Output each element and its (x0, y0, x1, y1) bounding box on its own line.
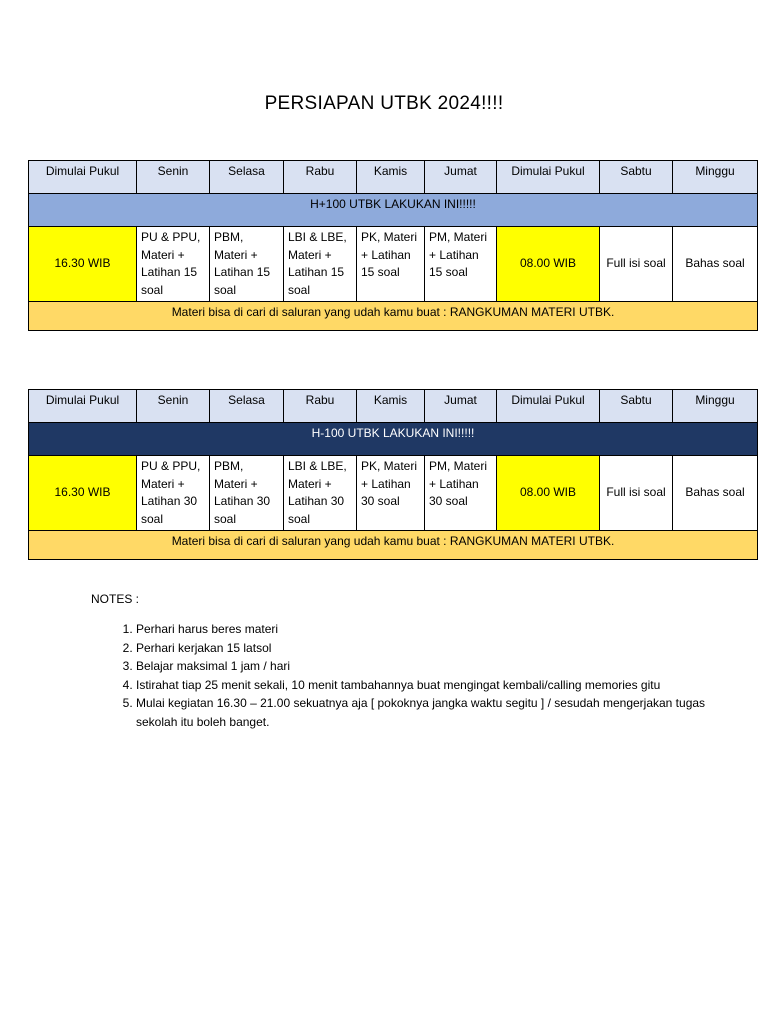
cell-rabu: LBI & LBE, Materi + Latihan 30 soal (284, 456, 357, 531)
cell-selasa: PBM, Materi + Latihan 30 soal (210, 456, 284, 531)
footer-row (29, 531, 758, 560)
cell-minggu: Bahas soal (673, 456, 758, 531)
cell-jumat: PM, Materi + Latihan 15 soal (425, 227, 497, 302)
notes-list (100, 620, 716, 731)
cell-sabtu: Full isi soal (600, 456, 673, 531)
note-item: 2. Perhari kerjakan 15 latsol (136, 639, 716, 658)
cell-selasa: PBM, Materi + Latihan 15 soal (210, 227, 284, 302)
cell-senin: PU & PPU, Materi + Latihan 30 soal (137, 456, 210, 531)
notes-label: NOTES : (91, 592, 140, 606)
page-title: PERSIAPAN UTBK 2024!!!! (264, 93, 504, 114)
header-jumat: Jumat (425, 390, 497, 423)
start-time-weekend: 08.00 WIB (497, 456, 600, 531)
header-sabtu: Sabtu (600, 161, 673, 194)
header-start-weekday: Dimulai Pukul (29, 390, 137, 423)
footer-note: Materi bisa di cari di saluran yang udah kamu buat : RANGKUMAN MATERI UTBK. (29, 531, 758, 560)
schedule-row (29, 456, 758, 531)
note-item: 3. Belajar maksimal 1 jam / hari (136, 657, 716, 676)
schedule-table-h-minus-100 (28, 389, 758, 560)
note-item: 5. Mulai kegiatan 16.30 – 21.00 sekuatnya aja [ pokoknya jangka waktu segitu ] / sesudah mengerjakan tugas sekolah itu boleh banget. (136, 694, 716, 731)
header-row (29, 390, 758, 423)
band-row (29, 194, 758, 227)
cell-kamis: PK, Materi + Latihan 30 soal (357, 456, 425, 531)
cell-rabu: LBI & LBE, Materi + Latihan 15 soal (284, 227, 357, 302)
schedule-table-h-plus-100 (28, 160, 758, 331)
start-time-weekday: 16.30 WIB (29, 456, 137, 531)
band-label: H+100 UTBK LAKUKAN INI!!!!! (29, 194, 758, 227)
header-start-weekend: Dimulai Pukul (497, 390, 600, 423)
header-jumat: Jumat (425, 161, 497, 194)
header-senin: Senin (137, 390, 210, 423)
band-row (29, 423, 758, 456)
start-time-weekday: 16.30 WIB (29, 227, 137, 302)
note-item: 1. Perhari harus beres materi (136, 620, 716, 639)
header-minggu: Minggu (673, 161, 758, 194)
header-start-weekend: Dimulai Pukul (497, 161, 600, 194)
header-selasa: Selasa (210, 390, 284, 423)
cell-sabtu: Full isi soal (600, 227, 673, 302)
header-sabtu: Sabtu (600, 390, 673, 423)
note-item: 4. Istirahat tiap 25 menit sekali, 10 menit tambahannya buat mengingat kembali/calling memories gitu (136, 676, 716, 695)
band-label: H-100 UTBK LAKUKAN INI!!!!! (29, 423, 758, 456)
header-minggu: Minggu (673, 390, 758, 423)
cell-jumat: PM, Materi + Latihan 30 soal (425, 456, 497, 531)
footer-note: Materi bisa di cari di saluran yang udah kamu buat : RANGKUMAN MATERI UTBK. (29, 302, 758, 331)
header-senin: Senin (137, 161, 210, 194)
cell-kamis: PK, Materi + Latihan 15 soal (357, 227, 425, 302)
header-kamis: Kamis (357, 161, 425, 194)
schedule-row (29, 227, 758, 302)
header-row (29, 161, 758, 194)
footer-row (29, 302, 758, 331)
header-selasa: Selasa (210, 161, 284, 194)
cell-senin: PU & PPU, Materi + Latihan 15 soal (137, 227, 210, 302)
header-start-weekday: Dimulai Pukul (29, 161, 137, 194)
header-kamis: Kamis (357, 390, 425, 423)
header-rabu: Rabu (284, 161, 357, 194)
cell-minggu: Bahas soal (673, 227, 758, 302)
start-time-weekend: 08.00 WIB (497, 227, 600, 302)
header-rabu: Rabu (284, 390, 357, 423)
